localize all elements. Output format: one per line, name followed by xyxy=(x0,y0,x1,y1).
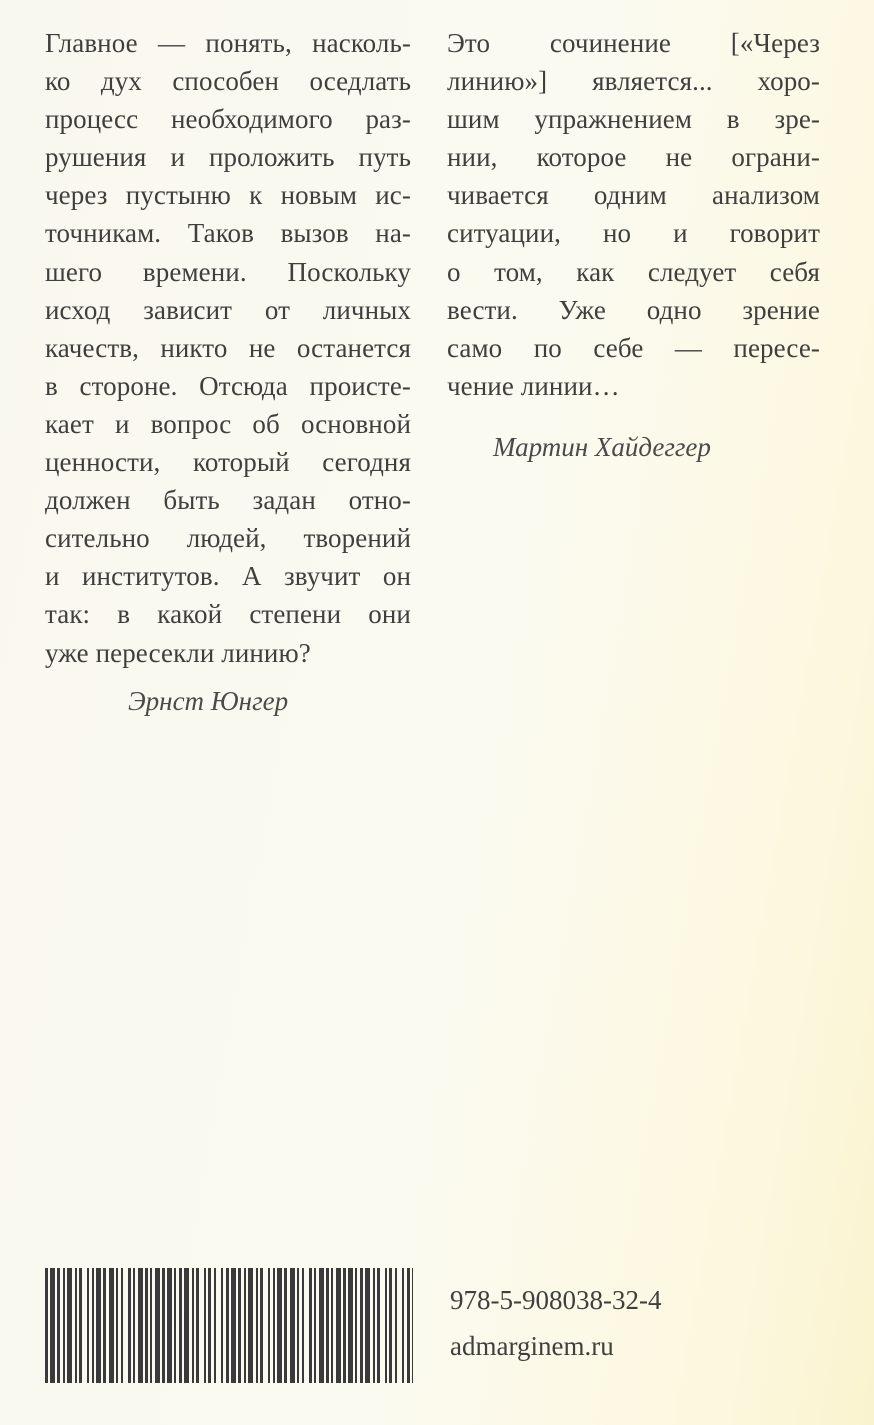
quote-line: линию»] является... хоро- xyxy=(447,66,820,97)
isbn-number: 978-5-908038-32-4 xyxy=(450,1285,662,1315)
barcode-bar xyxy=(260,1268,263,1383)
quote-line: шим упражнением в зре- xyxy=(447,104,820,135)
barcode-bar xyxy=(314,1268,316,1383)
barcode-bar xyxy=(302,1268,304,1383)
quote-line: рушения и проложить путь xyxy=(45,142,411,173)
barcode-bar xyxy=(343,1268,346,1383)
barcode-bar xyxy=(244,1268,246,1383)
barcode-bar xyxy=(121,1268,123,1383)
quote-line: само по себе — пересе- xyxy=(447,332,820,363)
barcode-bar xyxy=(360,1268,363,1383)
quote-line: вести. Уже одно зрение xyxy=(447,294,820,325)
quote-line: чение линии… xyxy=(447,370,620,401)
barcode-bar xyxy=(355,1268,357,1383)
barcode-bar xyxy=(87,1268,89,1383)
author-junger: Эрнст Юнгер xyxy=(128,686,289,716)
author-heidegger: Мартин Хайдеггер xyxy=(493,432,711,462)
barcode-bar xyxy=(309,1268,312,1383)
barcode-bar xyxy=(63,1268,65,1383)
quote-line: процесс необходимого раз- xyxy=(45,104,411,135)
barcode-bar xyxy=(319,1268,324,1383)
barcode-bar xyxy=(402,1268,404,1383)
barcode-bar xyxy=(184,1268,189,1383)
barcode-bar xyxy=(377,1268,380,1383)
barcode-bar xyxy=(290,1268,295,1383)
barcode-bar xyxy=(248,1268,253,1383)
barcode-bar xyxy=(208,1268,211,1383)
quote-line: через пустыню к новым ис- xyxy=(45,180,411,211)
barcode-bar xyxy=(373,1268,375,1383)
barcode-bar xyxy=(385,1268,387,1383)
quote-line: качеств, никто не останется xyxy=(45,332,411,363)
barcode-bar xyxy=(116,1268,118,1383)
barcode-bar xyxy=(150,1268,152,1383)
quote-line: и институтов. А звучит он xyxy=(45,561,411,592)
publisher-website: admarginem.ru xyxy=(450,1331,614,1361)
barcode-bar xyxy=(57,1268,60,1383)
barcode xyxy=(45,1268,413,1383)
barcode-bar xyxy=(395,1268,397,1383)
quote-line: точникам. Таков вызов на- xyxy=(45,218,411,249)
barcode-bar xyxy=(174,1268,176,1383)
barcode-bar xyxy=(204,1268,206,1383)
barcode-bar xyxy=(103,1268,106,1383)
barcode-bar xyxy=(167,1268,172,1383)
barcode-bar xyxy=(268,1268,270,1383)
barcode-bar xyxy=(389,1268,392,1383)
barcode-bar xyxy=(407,1268,410,1383)
barcode-bar xyxy=(365,1268,370,1383)
barcode-bar xyxy=(192,1268,194,1383)
quote-line: сительно людей, творений xyxy=(45,523,411,554)
quote-line: Это сочинение [«Через xyxy=(447,28,820,58)
barcode-bar xyxy=(133,1268,135,1383)
quote-line: исход зависит от личных xyxy=(45,294,411,325)
barcode-bar xyxy=(326,1268,329,1383)
barcode-bar xyxy=(214,1268,216,1383)
barcode-bar xyxy=(221,1268,223,1383)
quote-line: нии, которое не ограни- xyxy=(447,142,820,173)
barcode-bar xyxy=(297,1268,299,1383)
barcode-bar xyxy=(231,1268,236,1383)
barcode-bar xyxy=(109,1268,114,1383)
barcode-bar xyxy=(128,1268,131,1383)
quote-line: должен быть задан отно- xyxy=(45,485,411,516)
barcode-bar xyxy=(92,1268,94,1383)
quote-line: ситуации, но и говорит xyxy=(447,218,820,249)
quote-line: ценности, который сегодня xyxy=(45,447,411,478)
barcode-bar xyxy=(145,1268,148,1383)
barcode-bar xyxy=(138,1268,143,1383)
barcode-bar xyxy=(79,1268,82,1383)
barcode-bar xyxy=(155,1268,160,1383)
barcode-bar xyxy=(75,1268,77,1383)
quote-line: Главное — понять, насколь- xyxy=(45,28,411,58)
quote-line: ко дух способен оседлать xyxy=(45,66,411,97)
barcode-bar xyxy=(412,1268,413,1383)
barcode-bar xyxy=(238,1268,241,1383)
quote-line: кает и вопрос об основной xyxy=(45,408,411,439)
left-quote xyxy=(45,24,411,672)
barcode-bar xyxy=(45,1268,48,1383)
barcode-bar xyxy=(67,1268,72,1383)
barcode-bar xyxy=(273,1268,275,1383)
right-quote xyxy=(447,24,820,405)
barcode-bar xyxy=(226,1268,229,1383)
quote-line: уже пересекли линию? xyxy=(45,637,311,668)
quote-line: шего времени. Поскольку xyxy=(45,256,411,287)
quote-line: о том, как следует себя xyxy=(447,256,820,287)
barcode-bar xyxy=(331,1268,333,1383)
barcode-bar xyxy=(179,1268,182,1383)
barcode-bar xyxy=(196,1268,199,1383)
barcode-bar xyxy=(50,1268,55,1383)
barcode-bar xyxy=(336,1268,341,1383)
quote-line: так: в какой степени они xyxy=(45,599,411,630)
barcode-bar xyxy=(256,1268,258,1383)
barcode-bar xyxy=(162,1268,165,1383)
quote-line: чивается одним анализом xyxy=(447,180,820,211)
barcode-bar xyxy=(348,1268,353,1383)
barcode-bar xyxy=(284,1268,287,1383)
barcode-bar xyxy=(277,1268,282,1383)
quote-line: в стороне. Отсюда проистe- xyxy=(45,370,411,401)
barcode-bar xyxy=(96,1268,101,1383)
